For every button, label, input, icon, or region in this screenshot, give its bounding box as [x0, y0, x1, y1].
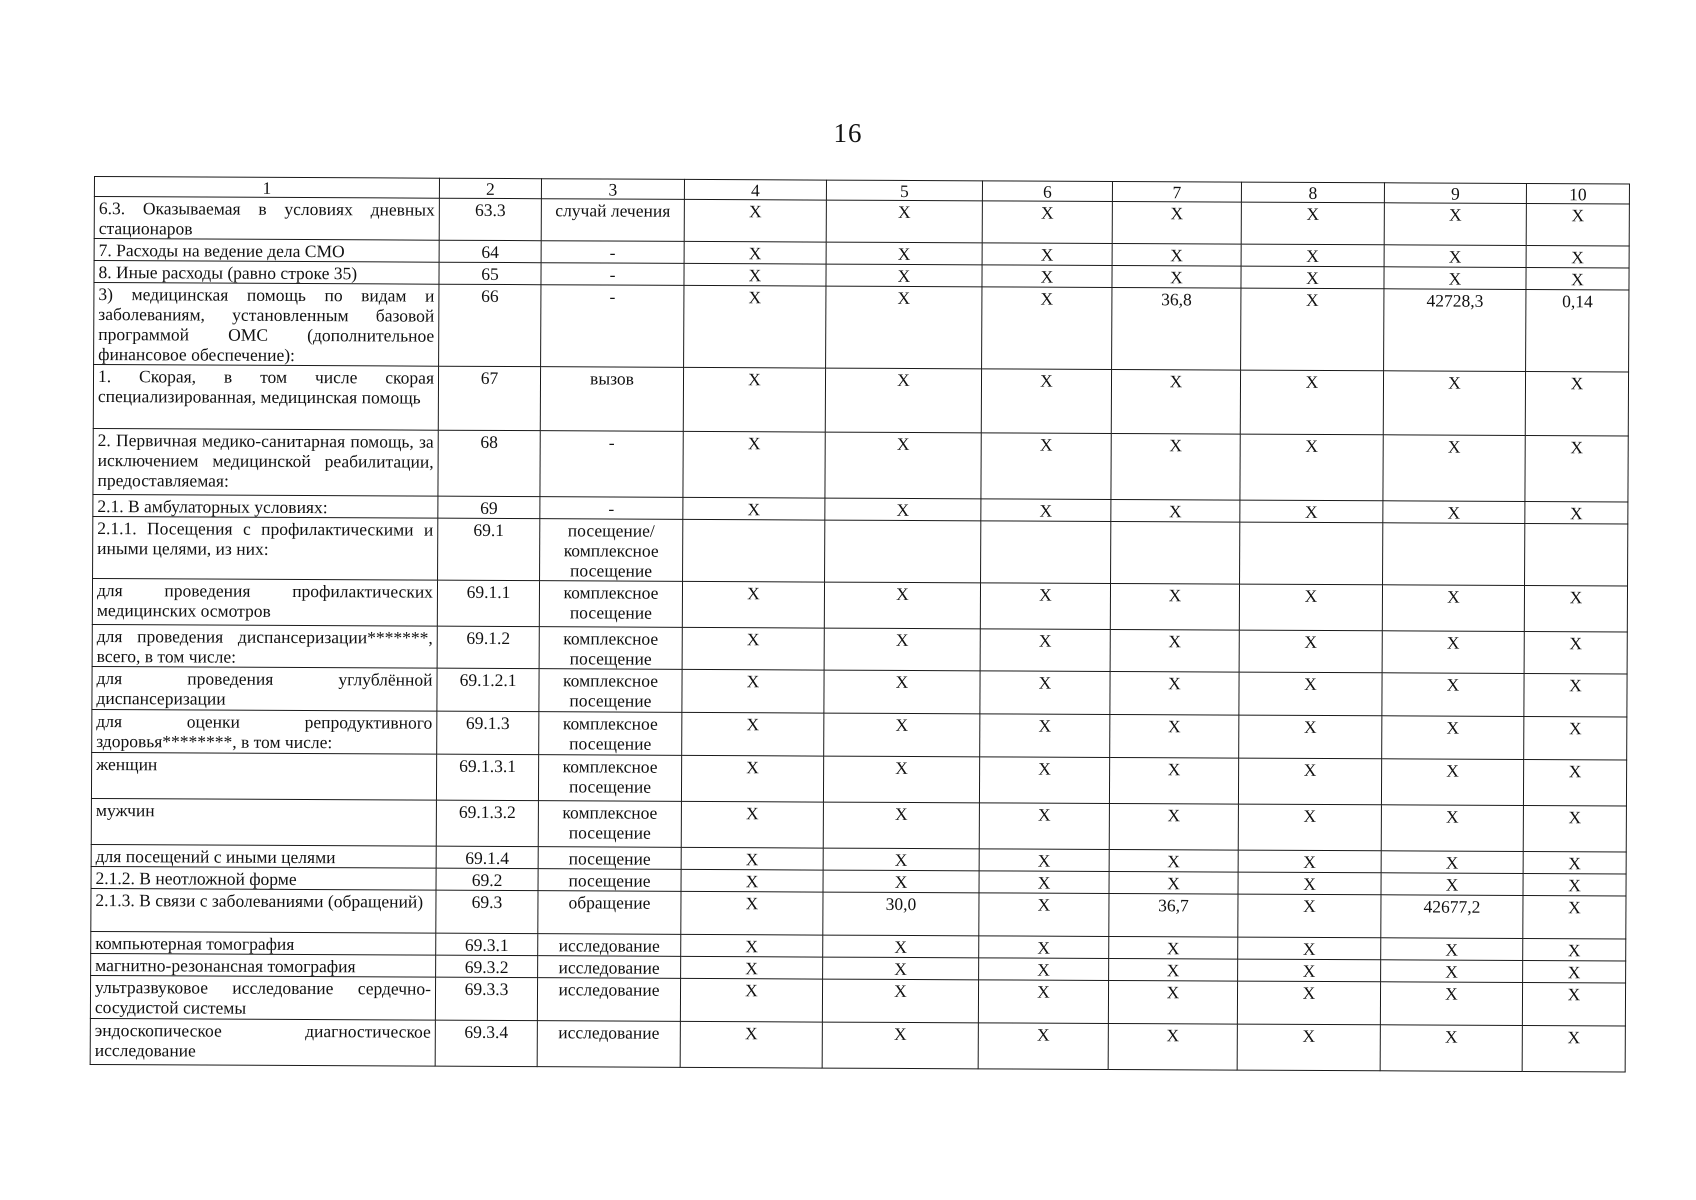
value-cell: X: [1522, 982, 1625, 1026]
value-cell: 42728,3: [1384, 289, 1526, 372]
row-code-cell: 69: [438, 496, 540, 518]
value-cell: 36,7: [1109, 893, 1238, 937]
value-cell: X: [823, 935, 979, 958]
value-cell: [683, 519, 825, 582]
column-header: 10: [1526, 184, 1629, 205]
column-header: 3: [541, 179, 684, 200]
value-cell: X: [822, 979, 978, 1023]
value-cell: X: [1525, 435, 1628, 502]
value-cell: X: [1111, 369, 1240, 434]
value-cell: X: [684, 285, 826, 368]
value-cell: X: [1112, 265, 1241, 288]
value-cell: X: [1381, 759, 1523, 806]
value-cell: [1525, 523, 1628, 586]
value-cell: [981, 521, 1111, 584]
value-cell: X: [1241, 288, 1384, 371]
value-cell: X: [1381, 873, 1523, 896]
value-cell: X: [1109, 871, 1238, 894]
row-code-cell: 68: [438, 430, 540, 496]
value-cell: X: [979, 958, 1109, 981]
value-cell: X: [682, 712, 824, 756]
value-cell: X: [979, 893, 1109, 937]
value-cell: X: [824, 582, 980, 629]
column-header: 6: [982, 181, 1112, 202]
table-row: [92, 709, 1627, 760]
value-cell: X: [1239, 630, 1382, 673]
unit-cell: комплексное посещение: [538, 755, 681, 802]
value-cell: X: [1382, 716, 1524, 760]
value-cell: X: [681, 891, 823, 935]
table-row: [91, 888, 1626, 939]
financing-table: [90, 176, 1630, 1072]
value-cell: X: [823, 957, 979, 980]
unit-cell: исследование: [538, 956, 681, 979]
row-code-cell: 69.1.3.2: [436, 800, 538, 846]
row-name-cell: магнитно-резонансная томография: [91, 953, 436, 977]
row-name-cell: ультразвуковое исследование сердечно-сосудистой системы: [90, 975, 435, 1020]
value-cell: X: [1108, 980, 1237, 1024]
table-row: [92, 624, 1627, 674]
value-cell: X: [1238, 804, 1381, 851]
unit-cell: -: [541, 285, 684, 368]
unit-cell: комплексное посещение: [538, 801, 681, 848]
value-cell: X: [1522, 1025, 1625, 1072]
value-cell: X: [681, 934, 823, 957]
row-name-cell: для проведения профилактических медицинских осмотров: [92, 578, 437, 626]
value-cell: X: [1238, 937, 1381, 960]
value-cell: X: [1239, 672, 1382, 716]
row-code-cell: 69.1.3.1: [436, 754, 538, 800]
column-header: 2: [439, 178, 541, 198]
unit-cell: комплексное посещение: [539, 669, 682, 713]
column-header: 1: [94, 177, 439, 199]
value-cell: X: [823, 802, 979, 849]
value-cell: X: [1524, 585, 1627, 632]
row-code-cell: 67: [438, 366, 540, 430]
value-cell: X: [1523, 938, 1626, 961]
row-name-cell: 2.1. В амбулаторных условиях:: [93, 494, 438, 518]
value-cell: X: [1109, 803, 1238, 850]
unit-cell: исследование: [538, 934, 681, 957]
table-row: [93, 365, 1628, 437]
value-cell: X: [1523, 805, 1626, 852]
value-cell: X: [823, 848, 979, 871]
table-row: [91, 798, 1626, 852]
row-code-cell: 69.2: [436, 868, 538, 890]
value-cell: X: [1381, 960, 1523, 983]
unit-cell: вызов: [540, 367, 683, 432]
table-row: [94, 197, 1629, 247]
row-name-cell: эндоскопическое диагностическое исследование: [90, 1018, 435, 1066]
row-name-cell: 6.3. Оказываемая в условиях дневных стационаров: [94, 197, 439, 241]
unit-cell: комплексное посещение: [539, 712, 682, 756]
value-cell: X: [824, 670, 980, 714]
row-name-cell: 1. Скорая, в том числе скорая специализированная, медицинская помощь: [93, 365, 438, 431]
table-row: [92, 578, 1627, 632]
value-cell: X: [824, 713, 980, 757]
value-cell: X: [1241, 202, 1384, 245]
value-cell: X: [683, 497, 825, 520]
value-cell: X: [1381, 938, 1523, 961]
value-cell: X: [1523, 895, 1626, 939]
value-cell: X: [1524, 673, 1627, 717]
value-cell: X: [1238, 850, 1381, 873]
row-code-cell: 69.3.3: [435, 977, 537, 1020]
row-code-cell: 69.1: [438, 518, 540, 580]
column-header: 7: [1112, 181, 1241, 202]
value-cell: X: [1111, 499, 1240, 522]
value-cell: X: [980, 714, 1110, 758]
value-cell: X: [1239, 584, 1382, 631]
value-cell: X: [1110, 671, 1239, 715]
value-cell: X: [1383, 435, 1525, 502]
value-cell: [1111, 521, 1240, 584]
unit-cell: посещение: [538, 869, 681, 892]
unit-cell: -: [541, 241, 684, 264]
unit-cell: -: [540, 497, 683, 520]
value-cell: X: [681, 956, 823, 979]
value-cell: [1383, 523, 1525, 586]
row-code-cell: 69.3.2: [436, 955, 538, 977]
value-cell: X: [1382, 585, 1524, 632]
value-cell: X: [1109, 757, 1238, 804]
row-code-cell: 65: [439, 262, 541, 284]
value-cell: X: [1523, 851, 1626, 874]
row-name-cell: женщин: [91, 752, 436, 800]
value-cell: X: [1110, 714, 1239, 758]
value-cell: X: [683, 367, 825, 432]
table-row: [90, 1018, 1625, 1072]
value-cell: X: [683, 431, 825, 498]
row-name-cell: для оценки репродуктивного здоровья********, в том числе:: [92, 709, 437, 754]
value-cell: X: [682, 581, 824, 628]
value-cell: X: [1112, 243, 1241, 266]
value-cell: X: [1384, 245, 1526, 268]
row-name-cell: для посещений с иными целями: [91, 844, 436, 868]
unit-cell: комплексное посещение: [539, 581, 682, 628]
value-cell: X: [1523, 873, 1626, 896]
value-cell: X: [982, 201, 1112, 244]
value-cell: 0,14: [1526, 289, 1629, 372]
value-cell: X: [684, 263, 826, 286]
row-code-cell: 66: [439, 284, 541, 366]
column-header: 4: [684, 179, 826, 200]
value-cell: X: [1525, 371, 1628, 436]
unit-cell: обращение: [538, 891, 681, 935]
value-cell: X: [1384, 267, 1526, 290]
value-cell: 36,8: [1112, 287, 1241, 370]
value-cell: X: [981, 499, 1111, 522]
value-cell: X: [980, 583, 1110, 630]
column-header: 5: [826, 180, 982, 201]
value-cell: X: [978, 980, 1108, 1024]
value-cell: X: [1524, 716, 1627, 760]
row-code-cell: 69.1.3: [437, 711, 539, 754]
row-code-cell: 69.3.4: [435, 1020, 537, 1066]
column-header: 9: [1384, 183, 1526, 204]
row-code-cell: 69.1.2: [437, 626, 539, 668]
value-cell: X: [826, 264, 982, 287]
value-cell: X: [1109, 936, 1238, 959]
value-cell: X: [682, 627, 824, 670]
value-cell: X: [1110, 629, 1239, 672]
unit-cell: -: [541, 263, 684, 286]
value-cell: X: [680, 1021, 822, 1068]
value-cell: X: [1382, 631, 1524, 674]
value-cell: X: [982, 243, 1112, 266]
value-cell: X: [1240, 370, 1383, 435]
value-cell: 30,0: [823, 892, 979, 936]
row-name-cell: 2.1.1. Посещения с профилактическими и иными целями, из них:: [93, 516, 438, 580]
value-cell: X: [1240, 500, 1383, 523]
value-cell: X: [980, 671, 1110, 715]
value-cell: X: [1238, 959, 1381, 982]
table-row: [90, 975, 1625, 1026]
page-number: 16: [833, 118, 863, 148]
value-cell: X: [825, 498, 981, 521]
value-cell: X: [1526, 267, 1629, 290]
value-cell: X: [979, 871, 1109, 894]
row-code-cell: 69.1.2.1: [437, 668, 539, 711]
value-cell: [1240, 522, 1383, 585]
table-row: [91, 752, 1626, 806]
value-cell: X: [826, 242, 982, 265]
table-body: [90, 197, 1629, 1072]
row-code-cell: 69.3.1: [436, 933, 538, 955]
value-cell: X: [681, 847, 823, 870]
value-cell: X: [982, 287, 1112, 370]
value-cell: X: [681, 869, 823, 892]
value-cell: X: [680, 978, 822, 1022]
value-cell: X: [978, 1023, 1108, 1070]
value-cell: X: [1383, 501, 1525, 524]
unit-cell: -: [540, 431, 683, 498]
value-cell: X: [684, 241, 826, 264]
value-cell: X: [1382, 673, 1524, 717]
value-cell: X: [979, 803, 1109, 850]
value-cell: X: [1237, 1024, 1380, 1071]
row-name-cell: мужчин: [91, 798, 436, 846]
value-cell: X: [684, 199, 826, 242]
row-name-cell: 7. Расходы на ведение дела СМО: [94, 239, 439, 263]
value-cell: X: [1237, 981, 1380, 1025]
value-cell: X: [825, 432, 981, 499]
value-cell: X: [1381, 805, 1523, 852]
row-name-cell: 8. Иные расходы (равно строке 35): [94, 261, 439, 285]
value-cell: X: [826, 200, 982, 243]
value-cell: X: [823, 870, 979, 893]
value-cell: X: [1239, 715, 1382, 759]
value-cell: X: [1384, 203, 1526, 246]
value-cell: X: [1112, 201, 1241, 244]
table-row: [93, 516, 1628, 586]
row-code-cell: 64: [439, 240, 541, 262]
value-cell: X: [681, 801, 823, 848]
value-cell: X: [1238, 894, 1381, 938]
value-cell: X: [824, 628, 980, 671]
value-cell: 42677,2: [1381, 895, 1523, 939]
value-cell: X: [982, 265, 1112, 288]
value-cell: X: [681, 755, 823, 802]
row-code-cell: 69.3: [436, 890, 538, 933]
unit-cell: комплексное посещение: [539, 627, 682, 670]
value-cell: [825, 520, 981, 583]
row-name-cell: 2. Первичная медико-санитарная помощь, за исключением медицинской реабилитации, предоставляемая:: [93, 428, 438, 496]
value-cell: X: [1526, 204, 1629, 247]
value-cell: X: [825, 368, 981, 433]
row-name-cell: для проведения диспансеризации*******, всего, в том числе:: [92, 624, 437, 668]
value-cell: X: [1109, 958, 1238, 981]
table-row: [93, 428, 1628, 502]
value-cell: X: [1524, 631, 1627, 674]
table-row: [92, 666, 1627, 717]
value-cell: X: [1523, 759, 1626, 806]
value-cell: X: [1525, 501, 1628, 524]
column-header: 8: [1241, 182, 1384, 203]
value-cell: X: [1238, 758, 1381, 805]
row-code-cell: 69.1.4: [436, 846, 538, 868]
value-cell: X: [1238, 872, 1381, 895]
row-code-cell: 63.3: [439, 198, 541, 240]
unit-cell: исследование: [537, 978, 680, 1022]
value-cell: X: [1111, 433, 1240, 500]
value-cell: X: [979, 936, 1109, 959]
row-name-cell: 2.1.2. В неотложной форме: [91, 866, 436, 890]
value-cell: X: [1241, 266, 1384, 289]
unit-cell: посещение/ комплексное посещение: [540, 519, 683, 582]
value-cell: X: [1380, 982, 1522, 1026]
row-code-cell: 69.1.1: [437, 580, 539, 626]
value-cell: X: [981, 369, 1111, 434]
unit-cell: исследование: [537, 1021, 680, 1068]
value-cell: X: [826, 286, 982, 369]
value-cell: X: [979, 757, 1109, 804]
value-cell: X: [1241, 244, 1384, 267]
value-cell: X: [1109, 849, 1238, 872]
value-cell: X: [979, 849, 1109, 872]
value-cell: X: [1108, 1023, 1237, 1070]
unit-cell: случай лечения: [541, 199, 684, 242]
row-name-cell: для проведения углублённой диспансеризации: [92, 666, 437, 711]
value-cell: X: [1526, 245, 1629, 268]
value-cell: X: [682, 669, 824, 713]
value-cell: X: [981, 433, 1111, 500]
value-cell: X: [1380, 1025, 1522, 1072]
value-cell: X: [1383, 371, 1525, 436]
value-cell: X: [1240, 434, 1383, 501]
value-cell: X: [822, 1022, 978, 1069]
table-row: [94, 283, 1629, 373]
row-name-cell: 3) медицинская помощь по видам и заболеваниям, установленным базовой программой ОМС (дополнительное финансовое обеспечение):: [94, 283, 439, 367]
value-cell: X: [980, 629, 1110, 672]
row-name-cell: компьютерная томография: [91, 931, 436, 955]
row-name-cell: 2.1.3. В связи с заболеваниями (обращений): [91, 888, 436, 933]
value-cell: X: [1110, 583, 1239, 630]
value-cell: X: [1381, 851, 1523, 874]
unit-cell: посещение: [538, 847, 681, 870]
value-cell: X: [1523, 960, 1626, 983]
value-cell: X: [823, 756, 979, 803]
